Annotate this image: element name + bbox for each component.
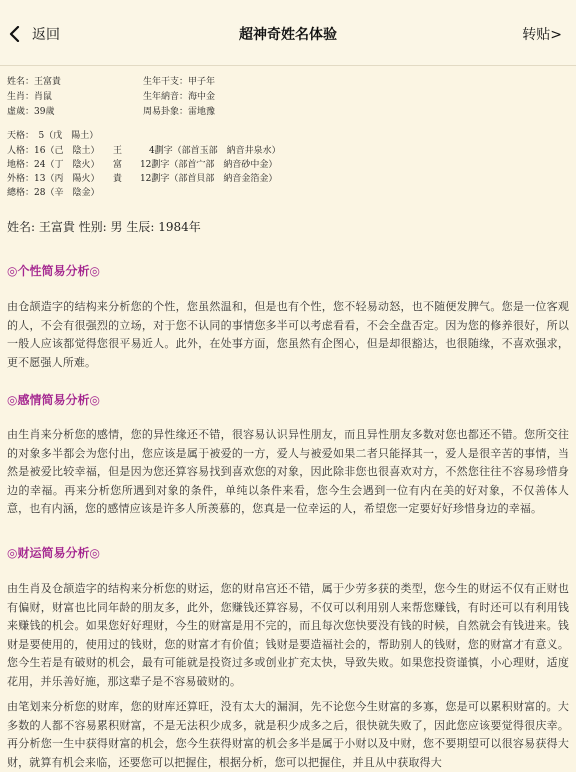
- emotion-heading: ◎感情简易分析◎: [7, 393, 100, 407]
- share-button[interactable]: 转贴>: [522, 27, 562, 43]
- grid-tian: 天格： 5（戊 陽土）: [7, 131, 99, 141]
- info-name: 姓名：王富貴: [7, 77, 62, 87]
- wealth-text-1: 由生肖及仓颉造字的结构来分析您的财运，您的财帛宫还不错，属于少劳多获的类型，您今生的财运不仅有正财也有偏财，财富也比同年龄的朋友多，此外，您赚钱还算容易，不仅可以利用别人来帮您赚钱，有时还可以有利用钱来赚钱的机会。如果您好好理财，今生的财富是用不完的，而且每次您快要没有钱的时候，自然就会有钱进来。钱财是要使用的，使用过的钱财，您的财富才有价值；钱财是要造福社会的，帮助别人的钱财，您的财富才有意义。您今生若是有破财的机会，最有可能就是投资过多或创业扩充太快，导致失败。如果您投资谨慎，小心理财，适度花用，并乐善好施，那这辈子是不容易破财的。: [7, 582, 569, 688]
- info-nayin: 生年納音：海中金: [143, 92, 216, 102]
- personality-text: 由仓颉造字的结构来分析您的个性，您虽然温和，但是也有个性，您不轻易动怒，也不随便发脾气。您是一位客观的人，不会有很强烈的立场，对于您不认同的事情您多半可以考虑看看，不会全盘否定。因为您的修养很好，所以一般人应该都觉得您很平易近人。此外，在处事方面，您虽然有企图心，但是却很豁达，也很随缘，不喜欢强求，更不愿强人所难。: [7, 300, 569, 369]
- summary-line: 姓名: 王富貴 性别: 男 生辰: 1984年: [7, 220, 201, 234]
- grid-zong: 總格：28（辛 陰金）: [7, 188, 100, 198]
- info-ganzhi: 生年干支：甲子年: [143, 77, 216, 87]
- back-label: 返回: [32, 27, 60, 43]
- wealth-text-2: 由笔划来分析您的财库，您的财库还算旺，没有太大的漏洞，先不论您今生财富的多寡，您是可以累积财富的。大多数的人都不容易累积财富，不是无法积少成多，就是积少成多之后，很快就失败了，因此您应该要觉得很庆幸。再分析您一生中获得财富的机会，您今生获得财富的机会多半是属于小财以及中财，您不要期望可以很容易获得大财，就算有机会来临，还要您可以把握住，根据分析，您可以把握住，并且从中获取得大: [7, 700, 569, 769]
- personality-heading: ◎个性简易分析◎: [7, 264, 100, 278]
- grid-di: 地格：24（丁 陰火） 富 12劃字（部首宀部 納音砂中金）: [7, 160, 278, 170]
- info-age: 虛歲：39歲: [7, 107, 55, 117]
- grid-wai: 外格：13（丙 陽火） 貴 12劃字（部首貝部 納音金箔金）: [7, 174, 278, 184]
- info-hexagram: 周易卦象：雷地豫: [143, 107, 216, 117]
- grid-ren: 人格：16（己 陰土） 王 4劃字（部首玉部 納音井泉水）: [7, 146, 281, 156]
- navigation-bar: [0, 0, 576, 66]
- wealth-heading: ◎财运简易分析◎: [7, 546, 100, 560]
- info-zodiac: 生肖：肖鼠: [7, 92, 53, 102]
- page-title: 超神奇姓名体验: [239, 27, 337, 43]
- emotion-text: 由生肖来分析您的感情，您的异性缘还不错，很容易认识异性朋友，而且异性朋友多数对您也都还不错。您所交往的对象多半都会为您付出，您应该是属于被爱的一方，爱人与被爱如果二者只能择其一，爱人是很辛苦的事情，当然是被爱比较幸福，但是因为您还算容易找到喜欢您的对象，因此除非您也很喜欢对方，不然您往往不容易珍惜身边的幸福。再来分析您所遇到对象的条件，单纯以条件来看，您今生会遇到一位有内在美的好对象，不仅善体人意，也有内涵，您的感情应该是许多人所羡慕的，您真是一位幸运的人，希望您一定要好好珍惜身边的幸福。: [7, 428, 569, 515]
